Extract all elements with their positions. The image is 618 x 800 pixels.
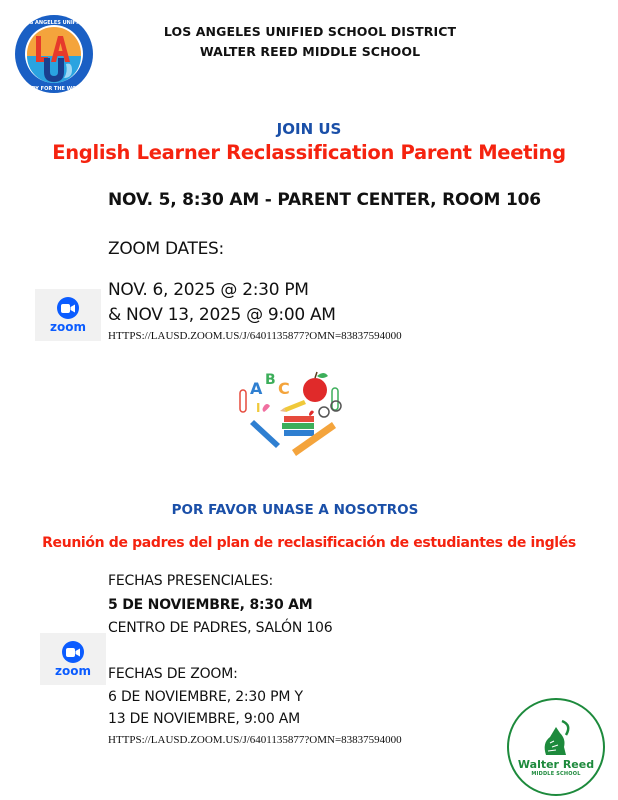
zoom-date-english-2: & NOV 13, 2025 @ 9:00 AM [108, 305, 336, 325]
wolf-mascot-icon [536, 717, 576, 757]
zoom-camera-icon [57, 297, 79, 319]
zoom-date-spanish-1: 6 DE NOVIEMBRE, 2:30 PM Y [108, 689, 303, 705]
svg-text:READY FOR THE WORLD: READY FOR THE WORLD [20, 86, 88, 92]
join-us-heading-spanish: POR FAVOR UNASE A NOSOTROS [171, 502, 419, 518]
svg-text:B: B [265, 372, 276, 388]
school-supplies-heart-icon [232, 368, 347, 458]
svg-text:A: A [250, 379, 263, 398]
zoom-link-english[interactable]: HTTPS://LAUSD.ZOOM.US/J/6401135877?OMN=83837594000 [108, 330, 402, 342]
in-person-place-spanish: CENTRO DE PADRES, SALÓN 106 [108, 620, 333, 636]
meeting-title-english: English Learner Reclassification Parent Meeting [52, 141, 566, 164]
zoom-dates-label-english: ZOOM DATES: [108, 239, 224, 259]
svg-text:I: I [256, 401, 261, 415]
zoom-date-english-1: NOV. 6, 2025 @ 2:30 PM [108, 280, 309, 300]
zoom-badge-spanish [40, 633, 106, 685]
in-person-date-spanish: 5 DE NOVIEMBRE, 8:30 AM [108, 597, 313, 613]
zoom-link-spanish[interactable]: HTTPS://LAUSD.ZOOM.US/J/6401135877?OMN=83837594000 [108, 734, 402, 746]
school-logo-name: Walter Reed [517, 758, 595, 771]
walter-reed-logo [507, 698, 605, 796]
zoom-camera-icon [62, 641, 84, 663]
zoom-dates-label-spanish: FECHAS DE ZOOM: [108, 666, 238, 682]
svg-text:C: C [278, 379, 290, 398]
school-name: WALTER REED MIDDLE SCHOOL [199, 44, 421, 59]
meeting-title-spanish: Reunión de padres del plan de reclasificación de estudiantes de inglés [42, 535, 576, 551]
zoom-badge-label: zoom [55, 664, 91, 678]
zoom-date-spanish-2: 13 DE NOVIEMBRE, 9:00 AM [108, 711, 301, 727]
join-us-heading: JOIN US [276, 120, 342, 138]
zoom-badge [35, 289, 101, 341]
in-person-label-spanish: FECHAS PRESENCIALES: [108, 573, 274, 589]
zoom-badge-label: zoom [50, 320, 86, 334]
svg-text:LOS ANGELES UNIFIED: LOS ANGELES UNIFIED [22, 20, 86, 26]
lausd-seal-icon [14, 14, 94, 94]
school-logo-subtitle: MIDDLE SCHOOL [531, 771, 581, 777]
district-name: LOS ANGELES UNIFIED SCHOOL DISTRICT [163, 24, 457, 39]
school-supplies-heart [232, 368, 347, 458]
lausd-logo [14, 14, 94, 94]
in-person-details-english: NOV. 5, 8:30 AM - PARENT CENTER, ROOM 106 [108, 190, 541, 210]
